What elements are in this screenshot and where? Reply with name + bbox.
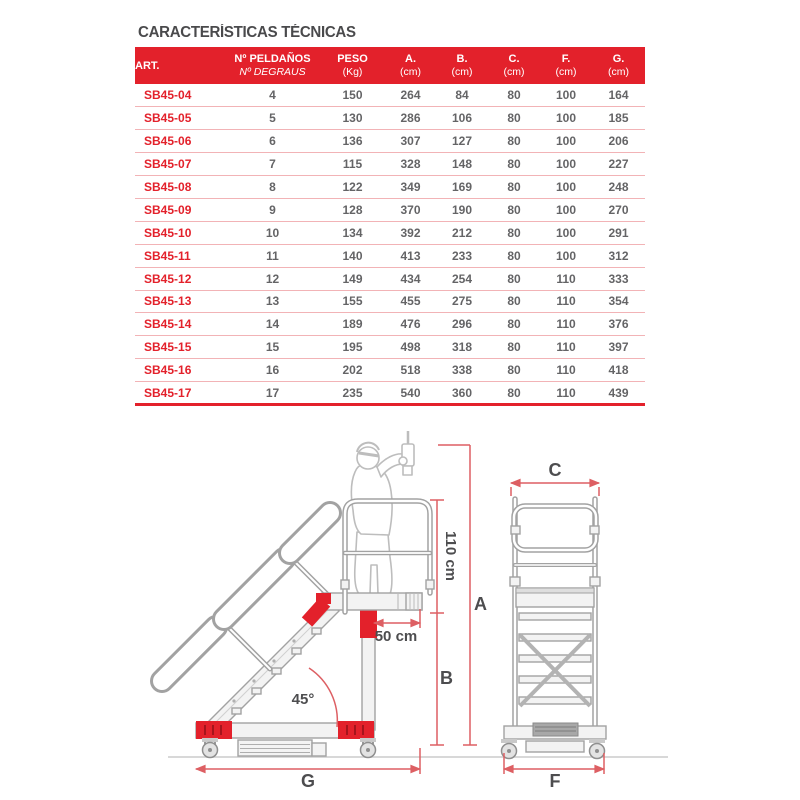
base-frame (196, 721, 374, 739)
worker-figure (351, 431, 414, 594)
rear-guardrail-hoop (511, 506, 599, 550)
table-row (135, 84, 645, 107)
col-header-steps: Nº PELDAÑOS Nº DEGRAUS (225, 47, 320, 84)
value-cell: 418 (608, 363, 629, 378)
value-cell: 439 (608, 385, 629, 400)
table-row (135, 176, 645, 199)
specs-table (135, 47, 645, 406)
rear-view-ladder (501, 499, 606, 759)
value-cell: 80 (507, 157, 521, 172)
guardrail-height-label: 110 cm (442, 530, 459, 582)
dimension-110cm (430, 500, 459, 613)
drill (399, 431, 414, 475)
col-header-weight: PESO (Kg) (320, 47, 385, 84)
art-cell: SB45-12 (144, 271, 192, 286)
value-cell: 80 (507, 180, 521, 194)
value-cell: 296 (451, 317, 473, 332)
dimension-f (504, 753, 604, 791)
technical-diagram (0, 425, 800, 800)
value-cell: 392 (400, 225, 421, 240)
rear-steps (519, 613, 591, 704)
value-cell: 80 (507, 248, 521, 263)
dim-c-label: C (548, 460, 562, 480)
table-row (135, 221, 645, 244)
value-cell: 148 (451, 157, 473, 172)
art-cell: SB45-04 (144, 88, 192, 103)
value-cell: 128 (342, 202, 363, 217)
value-cell: 100 (555, 134, 577, 149)
value-cell: 150 (342, 88, 363, 103)
value-cell: 275 (451, 294, 473, 309)
value-cell: 110 (556, 385, 576, 400)
value-cell: 498 (400, 340, 421, 355)
value-cell: 100 (555, 157, 577, 172)
value-cell: 349 (400, 180, 421, 194)
value-cell: 110 (556, 271, 576, 286)
value-cell: 212 (451, 225, 473, 240)
value-cell: 338 (451, 363, 473, 378)
dimension-c (511, 460, 599, 496)
rear-rail-collar (590, 577, 600, 586)
caster-wheel (360, 738, 376, 758)
value-cell: 115 (342, 157, 363, 172)
dim-f-label: F (549, 771, 561, 791)
value-cell: 270 (608, 202, 629, 217)
art-cell: SB45-16 (144, 363, 192, 378)
col-header-a: A. (cm) (385, 47, 436, 84)
art-cell: SB45-09 (144, 202, 192, 217)
value-cell: 206 (608, 134, 629, 149)
value-cell: 202 (342, 363, 363, 378)
value-cell: 286 (400, 111, 421, 126)
value-cell: 140 (342, 248, 363, 263)
value-cell: 233 (451, 248, 473, 263)
table-row (135, 313, 645, 336)
value-cell: 80 (507, 340, 521, 355)
value-cell: 80 (507, 111, 521, 126)
col-header-g: G. (cm) (592, 47, 645, 84)
value-cell: 149 (342, 271, 363, 286)
value-cell: 7 (269, 157, 276, 172)
dimension-b (430, 613, 453, 745)
col-header-b: B. (cm) (436, 47, 488, 84)
dim-b-label: B (440, 668, 453, 688)
value-cell: 307 (400, 134, 421, 149)
value-cell: 6 (269, 134, 276, 149)
value-cell: 80 (507, 202, 521, 217)
value-cell: 376 (608, 317, 629, 332)
art-cell: SB45-11 (144, 248, 191, 263)
value-cell: 397 (608, 340, 629, 355)
col-header-f: F. (cm) (540, 47, 592, 84)
value-cell: 80 (507, 363, 521, 378)
art-cell: SB45-17 (144, 385, 192, 400)
art-cell: SB45-07 (144, 157, 192, 172)
value-cell: 455 (400, 294, 421, 309)
value-cell: 15 (265, 340, 280, 355)
value-cell: 17 (265, 385, 280, 400)
value-cell: 169 (451, 180, 473, 194)
value-cell: 100 (555, 88, 577, 103)
table-row (135, 244, 645, 267)
value-cell: 354 (608, 294, 629, 309)
value-cell: 189 (342, 317, 363, 332)
platform-depth-label: 50 cm (374, 628, 418, 645)
value-cell: 413 (400, 248, 421, 263)
value-cell: 518 (400, 363, 421, 378)
table-row (135, 382, 645, 405)
value-cell: 84 (455, 88, 469, 103)
value-cell: 100 (555, 202, 577, 217)
value-cell: 8 (269, 180, 276, 194)
table-row (135, 336, 645, 359)
caster-wheel (589, 739, 605, 759)
table-row (135, 153, 645, 176)
art-cell: SB45-10 (144, 225, 192, 240)
col-header-c: C. (cm) (488, 47, 540, 84)
value-cell: 155 (342, 294, 363, 309)
rear-platform (516, 588, 594, 607)
table-row (135, 107, 645, 130)
value-cell: 13 (265, 294, 280, 309)
value-cell: 9 (269, 202, 276, 217)
art-cell: SB45-13 (144, 294, 192, 309)
value-cell: 540 (400, 385, 421, 400)
value-cell: 328 (400, 157, 421, 172)
col-header-art: ART. (135, 47, 225, 84)
art-cell: SB45-15 (144, 340, 192, 355)
dimension-50cm (374, 609, 420, 645)
value-cell: 80 (507, 317, 521, 332)
value-cell: 130 (342, 111, 363, 126)
value-cell: 5 (269, 111, 276, 126)
value-cell: 100 (555, 111, 577, 126)
value-cell: 80 (507, 271, 521, 286)
value-cell: 100 (555, 248, 577, 263)
dim-g-label: G (300, 771, 316, 791)
value-cell: 80 (507, 225, 521, 240)
art-cell: SB45-14 (144, 317, 192, 332)
stair-handrails (162, 513, 330, 681)
specs-table-header (135, 47, 645, 84)
value-cell: 318 (451, 340, 473, 355)
value-cell: 110 (556, 340, 576, 355)
value-cell: 370 (400, 202, 421, 217)
value-cell: 235 (342, 385, 363, 400)
value-cell: 434 (400, 271, 421, 286)
rear-rail-collar (510, 577, 520, 586)
table-row (135, 198, 645, 221)
value-cell: 195 (342, 340, 363, 355)
cross-bracing (520, 635, 590, 706)
value-cell: 136 (342, 134, 363, 149)
art-cell: SB45-08 (144, 180, 192, 194)
side-view-ladder (162, 431, 434, 758)
value-cell: 312 (608, 248, 629, 263)
value-cell: 254 (451, 271, 473, 286)
value-cell: 4 (269, 88, 276, 103)
value-cell: 10 (265, 225, 280, 240)
value-cell: 333 (608, 271, 629, 286)
value-cell: 80 (507, 134, 521, 149)
ballast-box (238, 740, 326, 756)
art-cell: SB45-06 (144, 134, 192, 149)
value-cell: 16 (265, 363, 280, 378)
value-cell: 476 (400, 317, 421, 332)
value-cell: 80 (507, 88, 521, 103)
dimension-a (438, 445, 487, 745)
dimension-angle (292, 668, 338, 727)
table-row (135, 267, 645, 290)
value-cell: 164 (608, 88, 629, 103)
value-cell: 134 (342, 225, 363, 240)
value-cell: 122 (342, 180, 363, 194)
value-cell: 106 (451, 111, 473, 126)
value-cell: 185 (608, 111, 629, 126)
value-cell: 80 (507, 385, 521, 400)
table-row (135, 290, 645, 313)
value-cell: 264 (400, 88, 421, 103)
specs-table-body (135, 84, 645, 404)
value-cell: 100 (555, 225, 577, 240)
art-cell: SB45-05 (144, 111, 192, 126)
value-cell: 127 (451, 134, 473, 149)
value-cell: 190 (451, 202, 473, 217)
value-cell: 100 (555, 180, 577, 194)
table-row (135, 130, 645, 153)
value-cell: 110 (556, 317, 576, 332)
table-row (135, 359, 645, 382)
angle-label: 45° (291, 691, 315, 708)
page-title: CARACTERÍSTICAS TÉCNICAS (138, 24, 356, 41)
value-cell: 12 (265, 271, 280, 286)
value-cell: 248 (608, 180, 629, 194)
caster-wheel (202, 738, 218, 758)
dim-a-label: A (474, 594, 487, 614)
value-cell: 291 (608, 225, 629, 240)
value-cell: 14 (265, 317, 280, 332)
value-cell: 11 (266, 248, 279, 263)
value-cell: 110 (556, 294, 576, 309)
value-cell: 110 (556, 363, 576, 378)
value-cell: 80 (507, 294, 521, 309)
value-cell: 360 (451, 385, 473, 400)
value-cell: 227 (608, 157, 629, 172)
